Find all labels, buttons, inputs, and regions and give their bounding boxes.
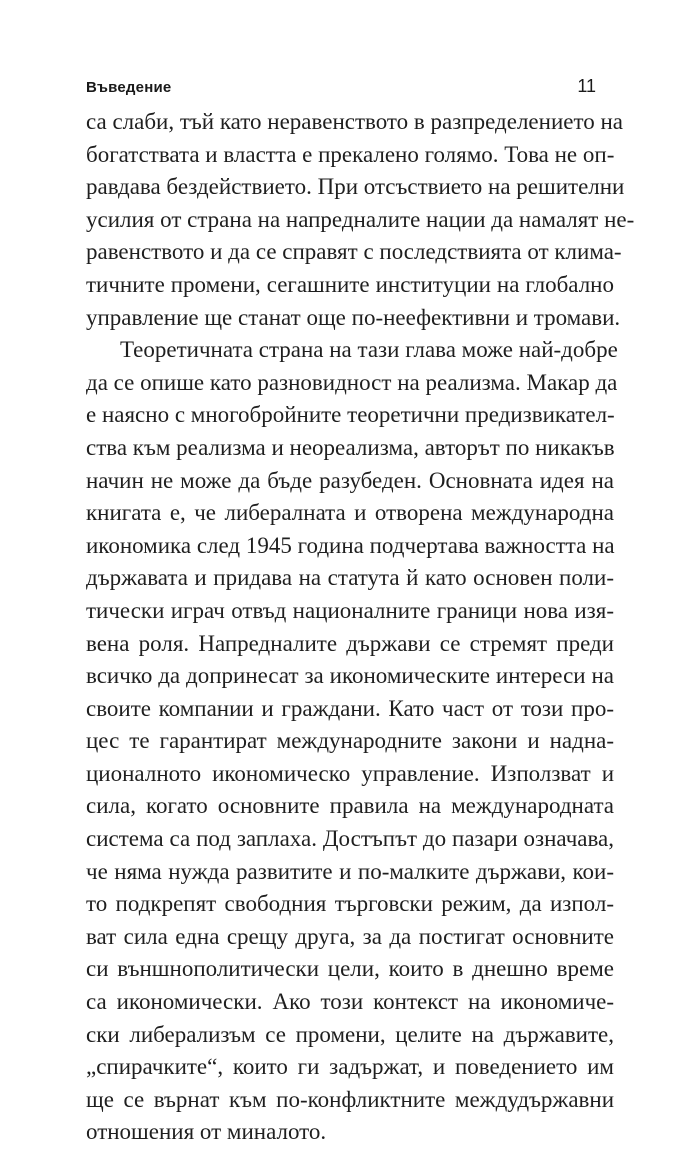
text-line: система са под заплаха. Достъпът до пазари означава, (86, 826, 614, 852)
text-line: книгата е, че либералната и отворена международна (86, 500, 614, 526)
text-line: вена роля. Напредналите държави се стремят преди (86, 630, 614, 656)
text-line: богатствата и властта е прекалено голямо. Това не оп- (86, 141, 615, 167)
paragraph (86, 106, 635, 334)
text-line: са икономически. Ако този контекст на икономиче- (86, 989, 614, 1015)
text-line: икономика след 1945 година подчертава важността на (86, 532, 615, 558)
text-line: да се опише като разновидност на реализма. Макар да (86, 369, 618, 395)
text-line: равенството и да се справят с последствията от клима- (86, 239, 622, 265)
paragraph (86, 334, 618, 1149)
text-line: е наясно с многобройните теоретични предизвикател- (86, 402, 615, 428)
text-line: си външнополитически цели, които в днешно време (86, 956, 614, 982)
text-line: усилия от страна на напредналите нации да намалят не- (86, 206, 635, 232)
text-line: своите компании и граждани. Като част от този про- (86, 695, 614, 721)
text-line: тически играч отвъд националните граници нова изя- (86, 597, 614, 623)
text-line: цес те гарантират международните закони и надна- (86, 728, 614, 754)
page-number: 11 (577, 76, 596, 96)
text-line: ционалното икономическо управление. Използват и (86, 760, 614, 786)
text-line: ски либерализъм се промени, целите на държавите, (86, 1021, 614, 1047)
text-line: „спирачките“, които ги задържат, и поведението им (86, 1054, 614, 1080)
text-line: държавата и придава на статута й като основен поли- (86, 565, 614, 591)
text-line: ще се върнат към по-конфликтните междудържавни (86, 1086, 614, 1112)
text-line: Теоретичната страна на тази глава може най-добре (120, 337, 618, 363)
text-line: ват сила една срещу друга, за да постигат основните (86, 923, 614, 949)
text-line: равдава бездействието. При отсъствието на решителни (86, 174, 625, 200)
text-line: че няма нужда развитите и по-малките държави, кои- (86, 858, 614, 884)
text-line: то подкрепят свободния търговски режим, да изпол- (86, 891, 614, 917)
text-line: сила, когато основните правила на международната (86, 793, 614, 819)
text-line: всичко да допринесат за икономическите интереси на (86, 663, 614, 689)
text-line: ства към реализма и неореализма, авторът по никакъв (86, 434, 615, 460)
text-line: отношения от миналото. (86, 1119, 327, 1145)
text-line: тичните промени, сегашните институции на глобално (86, 271, 614, 297)
text-line: начин не може да бъде разубеден. Основната идея на (86, 467, 614, 493)
body-text (86, 106, 635, 1149)
text-line: са слаби, тъй като неравенството в разпределението на (86, 109, 623, 134)
running-header-chapter-title: Въведение (86, 79, 172, 96)
text-line: управление ще станат още по-неефективни и тромави. (86, 304, 621, 330)
